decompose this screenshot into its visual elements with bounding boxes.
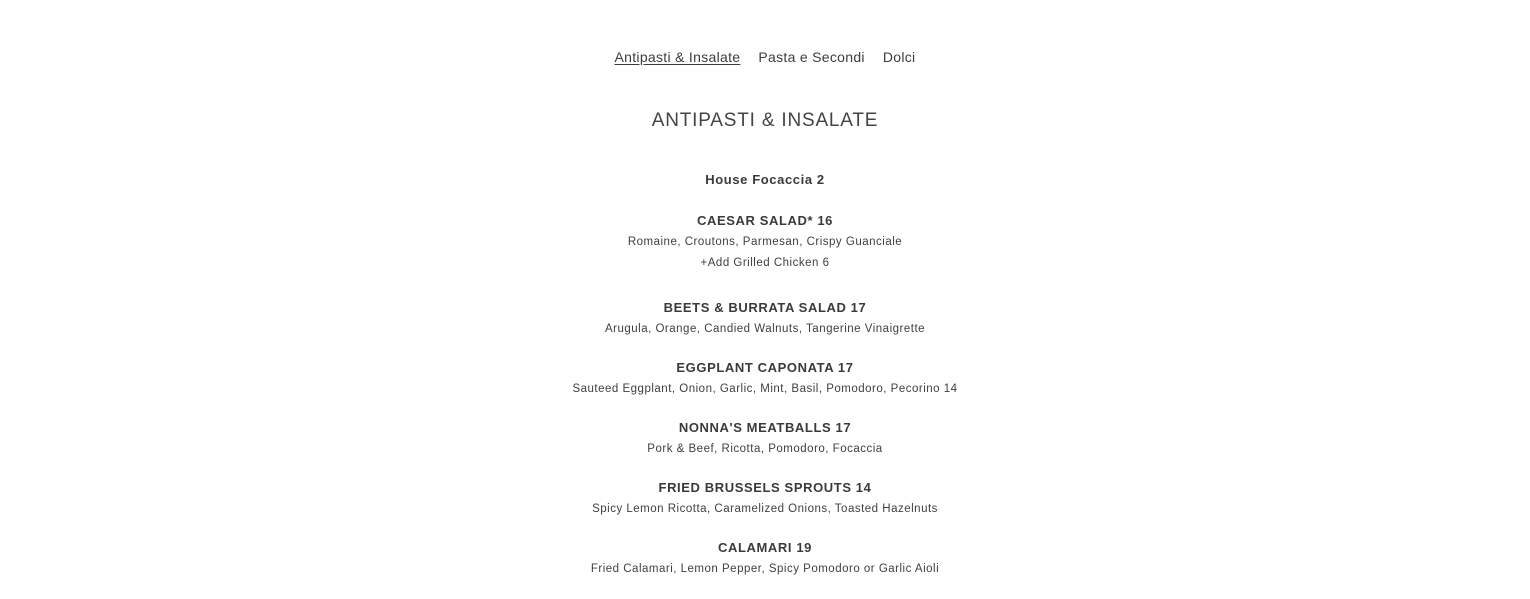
menu-item-name: FRIED BRUSSELS SPROUTS 14: [658, 480, 872, 495]
menu-item-nonnas-meatballs: [0, 419, 1530, 459]
menu-item-house-focaccia: [0, 171, 1530, 189]
menu-item-description: Arugula, Orange, Candied Walnuts, Tangerine Vinaigrette: [604, 323, 926, 335]
menu-item-name: CALAMARI 19: [718, 540, 812, 555]
tab-dolci[interactable]: Dolci: [882, 49, 916, 65]
tab-antipasti-insalate[interactable]: Antipasti & Insalate: [614, 49, 741, 65]
menu-item-beets-burrata: [0, 299, 1530, 339]
menu-item-calamari: [0, 539, 1530, 579]
menu-item-description: Pork & Beef, Ricotta, Pomodoro, Focaccia: [647, 443, 883, 455]
menu-item-eggplant-caponata: [0, 359, 1530, 399]
menu-item-caesar-salad: [0, 212, 1530, 274]
menu-item-description: Sauteed Eggplant, Onion, Garlic, Mint, Basil, Pomodoro, Pecorino 14: [572, 383, 958, 395]
menu-item-name: BEETS & BURRATA SALAD 17: [663, 300, 867, 315]
menu-item-name: House Focaccia 2: [705, 172, 825, 187]
menu-item-name: CAESAR SALAD* 16: [696, 213, 833, 228]
menu-item-name: EGGPLANT CAPONATA 17: [676, 360, 854, 375]
menu-item-list: [0, 171, 1530, 599]
menu-item-addon: +Add Grilled Chicken 6: [700, 257, 830, 269]
menu-item-name: NONNA'S MEATBALLS 17: [678, 420, 852, 435]
section-title: ANTIPASTI & INSALATE: [651, 110, 879, 131]
menu-item-fried-brussels-sprouts: [0, 479, 1530, 519]
tab-pasta-e-secondi[interactable]: Pasta e Secondi: [758, 49, 865, 65]
menu-item-description: Fried Calamari, Lemon Pepper, Spicy Pomodoro or Garlic Aioli: [590, 563, 940, 575]
menu-item-description: Spicy Lemon Ricotta, Caramelized Onions, Toasted Hazelnuts: [592, 503, 938, 515]
menu-category-tabs: [0, 49, 1530, 65]
menu-item-description: Romaine, Croutons, Parmesan, Crispy Guanciale: [627, 236, 903, 248]
